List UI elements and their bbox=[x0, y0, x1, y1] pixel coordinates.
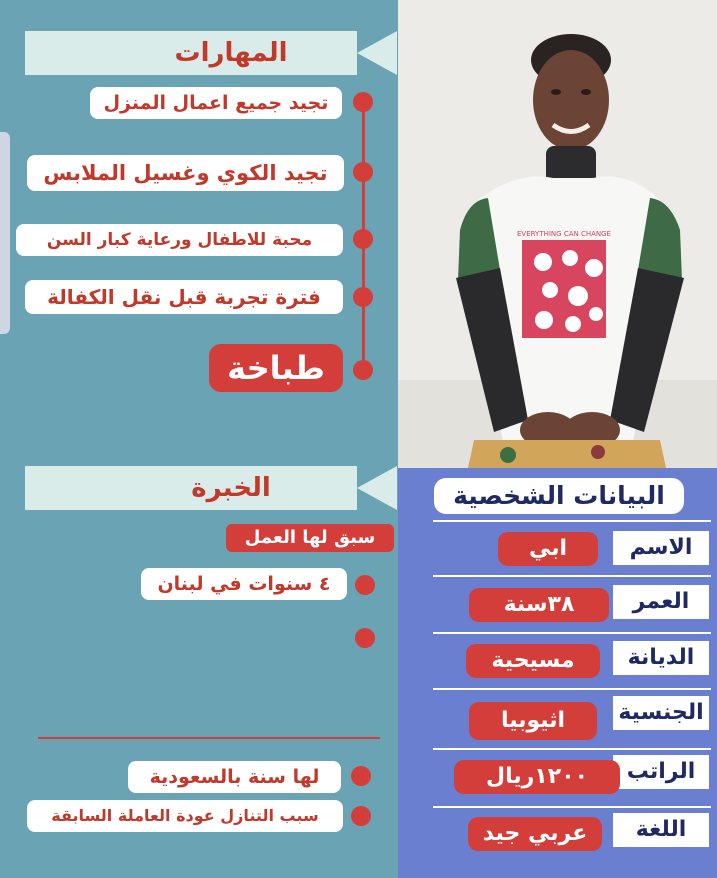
skills-title: المهارات bbox=[174, 38, 288, 68]
row-divider bbox=[433, 806, 711, 808]
timeline-dot bbox=[353, 92, 373, 112]
row-divider bbox=[433, 520, 711, 522]
value-religion: مسيحية bbox=[466, 644, 600, 678]
label-age: العمر bbox=[613, 585, 709, 619]
timeline-dot bbox=[351, 806, 371, 826]
experience-tag: سبق لها العمل bbox=[226, 524, 394, 552]
value-age: ٣٨سنة bbox=[469, 588, 609, 622]
label-language: اللغة bbox=[613, 813, 709, 847]
worker-portrait-illustration bbox=[398, 0, 717, 468]
label-salary: الراتب bbox=[613, 755, 709, 789]
experience-title: الخبرة bbox=[191, 473, 271, 503]
value-salary: ١٢٠٠ريال bbox=[454, 760, 620, 794]
value-language: عربي جيد bbox=[468, 817, 602, 851]
value-nationality: اثيوبيا bbox=[469, 702, 597, 740]
experience-divider bbox=[38, 737, 380, 739]
row-divider bbox=[433, 632, 711, 634]
experience-note: سبب التنازل عودة العاملة السابقة bbox=[27, 800, 343, 832]
label-religion: الديانة bbox=[613, 641, 709, 675]
personal-info-title-box bbox=[434, 478, 684, 514]
experience-ribbon bbox=[25, 466, 397, 510]
timeline-dot bbox=[353, 229, 373, 249]
row-divider bbox=[433, 748, 711, 750]
skill-item: تجيد جميع اعمال المنزل bbox=[90, 87, 342, 119]
experience-note: لها سنة بالسعودية bbox=[128, 761, 341, 793]
side-scroll-tab[interactable] bbox=[0, 132, 10, 334]
shirt-text: EVERYTHING CAN CHANGE bbox=[517, 230, 611, 238]
label-name: الاسم bbox=[613, 531, 709, 565]
timeline-dot bbox=[353, 162, 373, 182]
timeline-dot bbox=[355, 575, 375, 595]
timeline-dot bbox=[353, 287, 373, 307]
skill-item: تجيد الكوي وغسيل الملابس bbox=[27, 155, 344, 191]
skills-ribbon bbox=[25, 31, 397, 75]
worker-photo bbox=[398, 0, 717, 468]
skill-item: فترة تجربة قبل نقل الكفالة bbox=[25, 280, 343, 314]
value-name: ابي bbox=[498, 532, 598, 566]
timeline-dot bbox=[355, 628, 375, 648]
timeline-dot bbox=[351, 766, 371, 786]
row-divider bbox=[433, 688, 711, 690]
personal-info-panel bbox=[398, 468, 717, 878]
experience-item: ٤ سنوات في لبنان bbox=[141, 568, 347, 600]
timeline-dot bbox=[353, 360, 373, 380]
row-divider bbox=[433, 575, 711, 577]
personal-info-title: البيانات الشخصية bbox=[453, 481, 665, 510]
skill-item: محبة للاطفال ورعاية كبار السن bbox=[16, 224, 343, 256]
label-nationality: الجنسية bbox=[613, 696, 709, 730]
skill-highlight: طباخة bbox=[209, 344, 343, 392]
